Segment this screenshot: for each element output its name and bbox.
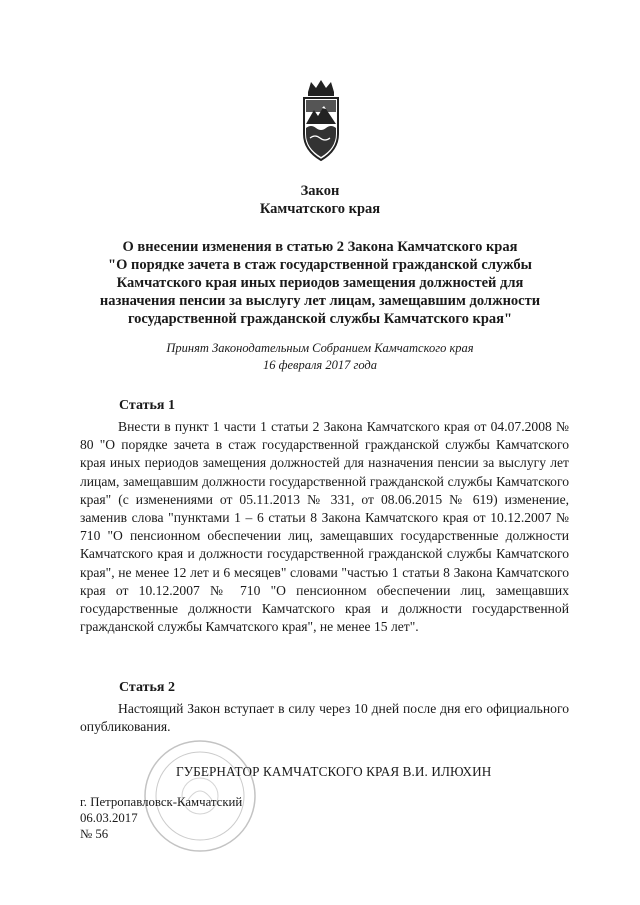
law-title-line-1: Закон [300, 183, 340, 199]
kamchatka-coat-of-arms-icon [298, 78, 344, 164]
heading-line: государственной гражданской службы Камчатского края" [127, 311, 513, 327]
article-1-title: Статья 1 [119, 398, 175, 413]
law-heading [60, 238, 580, 328]
place-of-signing: г. Петропавловск-Камчатский [80, 795, 243, 809]
heading-line: назначения пенсии за выслугу лет лицам, замещавшим должности [99, 293, 541, 309]
law-number: № 56 [80, 827, 109, 841]
law-title-line-2: Камчатского края [259, 201, 381, 217]
document-footer [80, 794, 242, 842]
article-2-text: Настоящий Закон вступает в силу через 10 дней после дня его официального опубликования. [80, 701, 569, 735]
governor-signature: ГУБЕРНАТОР КАМЧАТСКОГО КРАЯ В.И. ИЛЮХИН [176, 764, 492, 779]
adoption-date: 16 февраля 2017 года [262, 358, 378, 372]
adoption-note [60, 340, 580, 374]
heading-line: "О порядке зачета в стаж государственной гражданской службы [108, 257, 532, 273]
heading-line: О внесении изменения в статью 2 Закона Камчатского края [122, 239, 518, 255]
adoption-body: Принят Законодательным Собранием Камчатского края [166, 341, 474, 355]
article-2-title: Статья 2 [119, 680, 175, 695]
law-title [60, 182, 580, 218]
article-1-text: Внести в пункт 1 части 1 статьи 2 Закона Камчатского края от 04.07.2008 № 80 "О порядке зачета в стаж государственной гражданской службы Камчатского края иных периодов замещения должностей для назначения пенсии за выслугу лет лицам, замещавшим должности государственной гражданской службы Камчатского края" (с изменениями от 05.11.2013 № 331, от 08.06.2015 № 619) изменение, заменив слова "пунктами 1 – 6 статьи 8 Закона Камчатского края от 10.12.2007 № 710 "О пенсионном обеспечении лиц, замещавших государственные должности Камчатского края и должности государственной гражданской службы Камчатского края", не менее 12 лет и 6 месяцев" словами "частью 1 статьи 8 Закона Камчатского края от 10.12.2007 № 710 "О пенсионном обеспечении лиц, замещавших государственные должности Камчатского края и должности государственной гражданской службы Камчатского края", не менее 15 лет". [80, 419, 569, 635]
heading-line: Камчатского края иных периодов замещения должностей для [116, 275, 524, 291]
signing-date: 06.03.2017 [80, 811, 138, 825]
